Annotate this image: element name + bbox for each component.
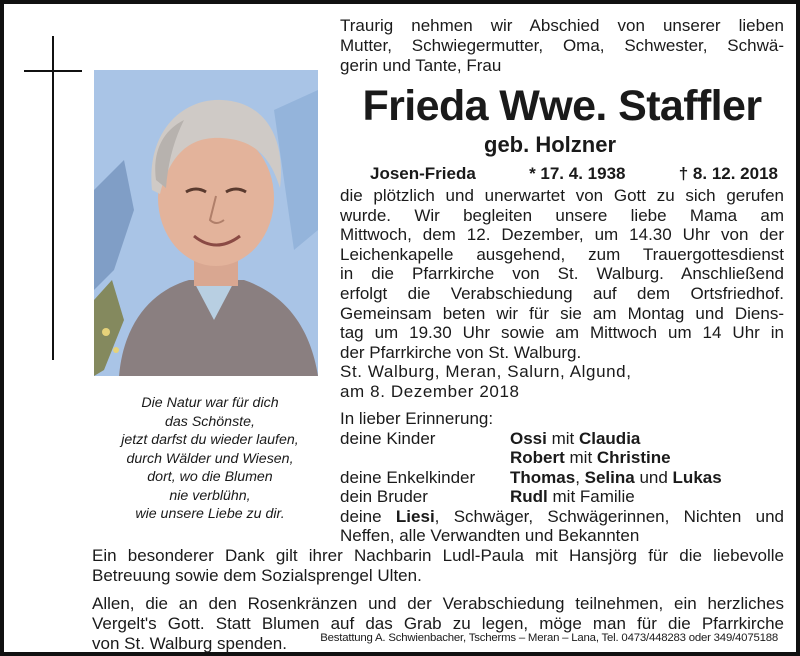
mourner-name: Claudia (578, 428, 641, 448)
poem-line: Die Natur war für dich (141, 395, 279, 411)
poem (100, 394, 320, 524)
poem-line: das Schönste, (165, 413, 255, 430)
mourner-name: Robert (510, 448, 565, 467)
intro-line: gerin und Tante, Frau (340, 56, 502, 75)
body-line: erfolgt die Verabschiedung auf dem Ortsfriedhof. (340, 283, 784, 303)
place-line: am 8. Dezember 2018 (340, 382, 520, 401)
mourners-line: deine Liesi, Schwäger, Schwägerinnen, Nichten und (340, 506, 784, 526)
intro-line: Mutter, Schwiegermutter, Oma, Schwester, Schwä- (340, 36, 784, 55)
relation-label: dein Bruder (340, 487, 428, 506)
deceased-name: Frieda Wwe. Staffler (362, 82, 762, 130)
closing-line: Vergelt's Gott. Statt Blumen auf das Grab zu legen, möge man für die Pfarrkirche (92, 614, 784, 633)
mourners-line: Neffen, alle Verwandten und Bekannten (340, 526, 640, 545)
mourner-name: Thomas (510, 467, 576, 487)
mourners-row-grandchildren: deine Enkelkinder Thomas, Selina und Lukas (340, 467, 722, 487)
mourner-name: Ossi (510, 428, 547, 448)
body-line: Mittwoch, dem 12. Dezember, um 14.30 Uhr von der (340, 225, 784, 245)
poem-line: nie verblühn, (169, 487, 251, 504)
body-line: wurde. Wir begleiten unsere liebe Mama am (340, 205, 784, 225)
thanks-line: Ein besonderer Dank gilt ihrer Nachbarin Ludl-Paula mit Hansjörg für die liebevolle (92, 546, 784, 565)
mourners-heading: In lieber Erinnerung: (340, 409, 494, 428)
poem-line: durch Wälder und Wiesen, (126, 450, 294, 467)
mourner-name: Lukas (672, 467, 722, 487)
nickname: Josen-Frieda (370, 164, 476, 183)
relation-label: deine Kinder (340, 428, 436, 448)
mourner-name: Selina (584, 467, 635, 487)
poem-line: jetzt darfst du wieder laufen, (121, 432, 299, 448)
poem-line: dort, wo die Blumen (147, 469, 273, 485)
mourners-row-brother: dein Bruder Rudl mit Familie (340, 487, 635, 506)
poem-line: wie unsere Liebe zu dir. (135, 506, 285, 522)
mourners-list (340, 409, 784, 546)
place-line: St. Walburg, Meran, Salurn, Algund, (340, 362, 632, 381)
body-line: die plötzlich und unerwartet von Gott zu sich gerufen (340, 186, 784, 205)
death-date: † 8. 12. 2018 (678, 164, 778, 183)
body-line: in die Pfarrkirche von St. Walburg. Anschließend (340, 264, 784, 284)
funeral-details (340, 186, 784, 362)
intro-line: Traurig nehmen wir Abschied von unserer lieben (340, 16, 784, 35)
birth-name: geb. Holzner (484, 132, 617, 157)
closing-line: Allen, die an den Rosenkränzen und der Verabschiedung teilnehmen, ein herzliches (92, 594, 784, 613)
cross-icon (24, 36, 82, 360)
portrait-photo (94, 70, 318, 376)
mourners-row-children-2: Robert mit Christine (510, 448, 671, 467)
mourner-name: Liesi (395, 506, 435, 526)
relation-label: deine Enkelkinder (340, 467, 476, 487)
body-line: tag um 19.30 Uhr sowie am Mittwoch um 14 Uhr in (340, 323, 784, 343)
undertaker-info: Bestattung A. Schwienbacher, Tscherms – Meran – Lana, Tel. 0473/448283 oder 349/4075188 (320, 632, 778, 644)
intro-text (340, 16, 784, 76)
body-line: Gemeinsam beten wir für sie am Montag und Diens- (340, 303, 784, 323)
life-dates (370, 164, 778, 184)
mourner-name: Rudl (510, 487, 548, 506)
place-date (340, 362, 784, 402)
birth-date: * 17. 4. 1938 (529, 164, 626, 183)
closing-line: von St. Walburg spenden. (92, 634, 287, 653)
mourner-name: Christine (596, 448, 671, 467)
thanks-line: Betreuung sowie dem Sozialsprengel Ulten. (92, 566, 422, 585)
body-line: Leichenkapelle ausgehend, zum Trauergottesdienst (340, 244, 784, 264)
body-line: der Pfarrkirche von St. Walburg. (340, 342, 582, 362)
mourners-row-children: deine Kinder Ossi mit Claudia (340, 428, 641, 448)
